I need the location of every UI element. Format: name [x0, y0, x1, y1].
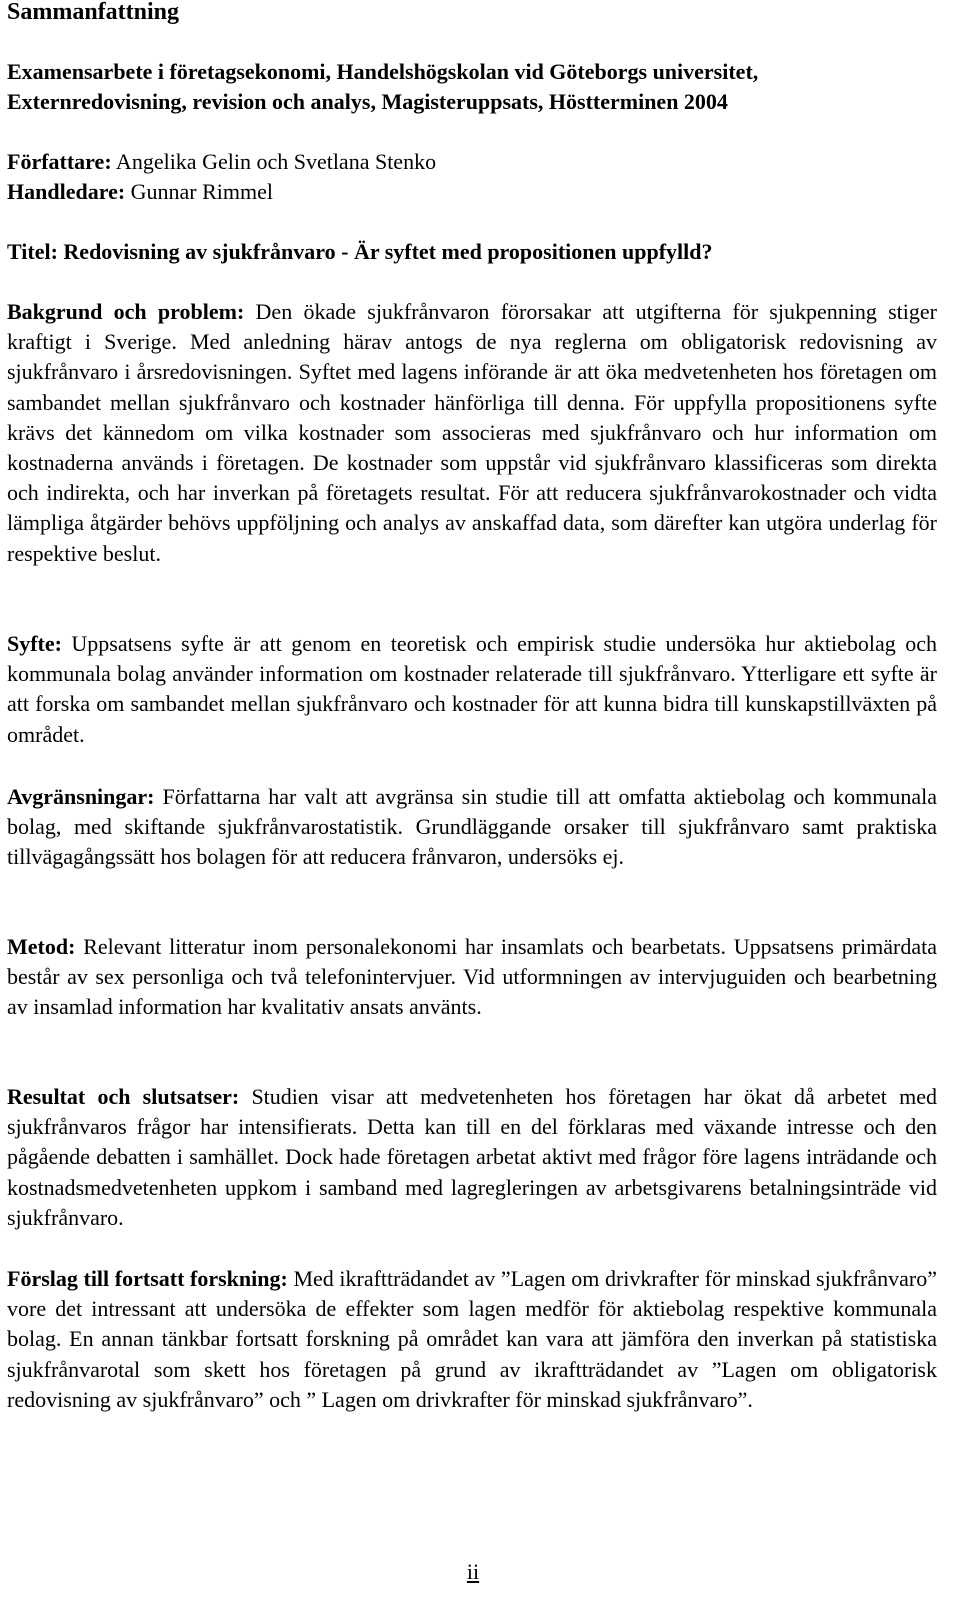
section-text: Med ikraftträdandet av ”Lagen om drivkrafter för minskad sjukfrånvaro” vore det intressant att undersöka de effekter som lagen medför för aktiebolag respektive kommunala bolag. En annan tänkbar fortsatt forskning på området kan vara att jämföra den inverkan på statistiska sjukfrånvarotal som skett hos företagen på grund av ikraftträdandet av ”Lagen om obligatorisk redovisning av sjukfrånvaro” och ” Lagen om drivkrafter för minskad sjukfrånvaro”.	[7, 1266, 938, 1412]
authors-label: Författare:	[7, 149, 112, 174]
page-number	[0, 1560, 946, 1584]
section-text: Författarna har valt att avgränsa sin studie till att omfatta aktiebolag och kommunala bolag, med skiftande sjukfrånvarostatistik. Grundläggande orsaker till sjukfrånvaro samt praktiska tillvägagångssätt hos bolagen för att reducera frånvaron, undersöks ej.	[7, 784, 937, 870]
section-label: Metod:	[7, 934, 76, 959]
program-line-1: Examensarbete i företagsekonomi, Handelshögskolan vid Göteborgs universitet,	[7, 59, 759, 84]
section-background	[7, 297, 937, 569]
authors-line	[7, 147, 937, 177]
thesis-title-text: Titel: Redovisning av sjukfrånvaro - Är syftet med propositionen uppfylld?	[7, 239, 713, 264]
section-text: Uppsatsens syfte är att genom en teoretisk och empirisk studie undersöka hur aktiebolag och kommunala bolag använder information om kostnader relaterade till sjukfrånvaro. Ytterligare ett syfte är att forska om sambandet mellan sjukfrånvaro och kostnader för att kunna bidra till kunskapstillväxten på området.	[7, 631, 937, 747]
supervisor-label: Handledare:	[7, 179, 126, 204]
section-label: Avgränsningar:	[7, 784, 155, 809]
section-results	[7, 1082, 937, 1233]
section-text: Studien visar att medvetenheten hos företagen har ökat då arbetet med sjukfrånvaros frågor har intensifierats. Detta kan till en del förklaras med växande intresse och den pågående debatten i samhället. Dock hade företagen arbetat aktivt med frågor före lagens inträdande och kostnadsmedvetenheten uppkom i samband med lagregleringen av arbetsgivarens betalningsinträde vid sjukfrånvaro.	[7, 1084, 937, 1230]
thesis-title	[7, 237, 937, 267]
section-further-research	[7, 1264, 937, 1415]
section-label: Förslag till fortsatt forskning:	[7, 1266, 288, 1291]
supervisor-line	[7, 177, 937, 207]
section-method	[7, 932, 937, 1023]
page-number-text: ii	[466, 1559, 480, 1584]
section-text: Relevant litteratur inom personalekonomi har insamlats och bearbetats. Uppsatsens primärdata består av sex personliga och två telefonintervjuer. Vid utformningen av intervjuguiden och bearbetning av insamlad information har kvalitativ ansats använts.	[7, 934, 937, 1020]
page-heading: Sammanfattning	[7, 0, 180, 25]
authors-value: Angelika Gelin och Svetlana Stenko	[111, 149, 437, 174]
program-line-2: Externredovisning, revision och analys, Magisteruppsats, Höstterminen 2004	[7, 89, 728, 114]
people-info	[7, 147, 937, 207]
section-delimitations	[7, 782, 937, 873]
program-info	[7, 57, 937, 117]
section-text: Den ökade sjukfrånvaron förorsakar att utgifterna för sjukpenning stiger kraftigt i Sverige. Med anledning härav antogs de nya reglerna om obligatorisk redovisning av sjukfrånvaro i årsredovisningen. Syftet med lagens införande är att öka medvetenheten hos företagen om sambandet mellan sjukfrånvaro och kostnader hänförliga till denna. För uppfylla propositionens syfte krävs det kännedom om vilka kostnader som associeras med sjukfrånvaro och hur information om kostnaderna används i företagen. De kostnader som uppstår vid sjukfrånvaro klassificeras som direkta och indirekta, och har inverkan på företagets resultat. För att reducera sjukfrånvarokostnader och vidta lämpliga åtgärder behövs uppföljning och analys av anskaffad data, som därefter kan utgöra underlag för respektive beslut.	[7, 299, 937, 566]
section-label: Syfte:	[7, 631, 62, 656]
supervisor-value: Gunnar Rimmel	[125, 179, 274, 204]
section-purpose	[7, 629, 937, 750]
section-label: Resultat och slutsatser:	[7, 1084, 240, 1109]
section-label: Bakgrund och problem:	[7, 299, 245, 324]
